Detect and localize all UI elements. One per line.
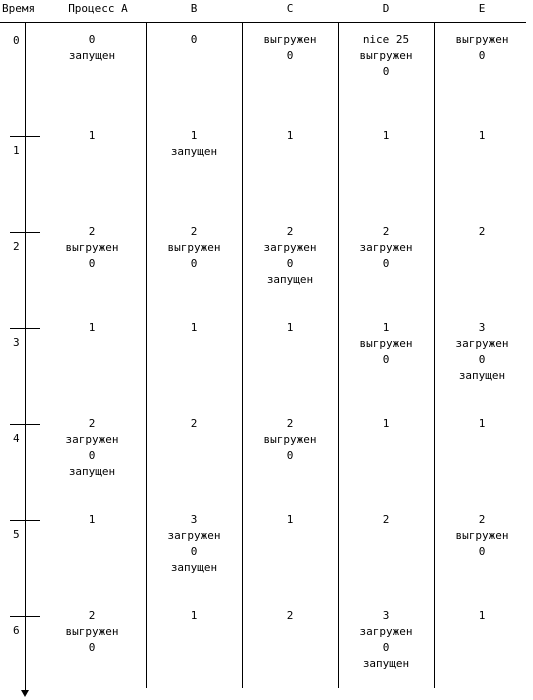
header-time: Время	[2, 2, 36, 15]
cell-line: 1	[478, 129, 486, 142]
cell-t0-e	[434, 32, 530, 64]
cell-line: 0	[190, 257, 198, 270]
cell-line: 0	[478, 353, 486, 366]
cell-line: загружен	[359, 625, 413, 638]
cell-line: 0	[190, 33, 198, 46]
time-label-5: 5	[13, 528, 20, 541]
cell-line: загружен	[167, 529, 221, 542]
cell-t5-a	[44, 512, 140, 528]
cell-line: 3	[190, 513, 198, 526]
cell-t3-d	[338, 320, 434, 368]
cell-line: 2	[88, 225, 96, 238]
cell-t2-c	[242, 224, 338, 288]
time-tick-4	[10, 424, 40, 425]
cell-t1-e	[434, 128, 530, 144]
header-process-c: C	[286, 2, 294, 15]
cell-line: загружен	[359, 241, 413, 254]
cell-line: 0	[88, 449, 96, 462]
cell-line: 0	[286, 449, 294, 462]
cell-line: запущен	[362, 657, 410, 670]
cell-line: 1	[478, 417, 486, 430]
cell-t6-e	[434, 608, 530, 624]
cell-line: 2	[190, 417, 198, 430]
time-axis-arrow-icon	[21, 690, 29, 697]
cell-line: 1	[382, 129, 390, 142]
cell-line: nice 25	[362, 33, 410, 46]
header-process-e: E	[478, 2, 486, 15]
cell-t6-a	[44, 608, 140, 656]
cell-line: 3	[382, 609, 390, 622]
cell-line: 0	[478, 49, 486, 62]
cell-t5-c	[242, 512, 338, 528]
cell-line: 2	[88, 609, 96, 622]
cell-line: выгружен	[455, 529, 509, 542]
time-label-0: 0	[13, 34, 20, 47]
cell-line: 2	[190, 225, 198, 238]
cell-line: выгружен	[65, 241, 119, 254]
cell-line: 0	[382, 641, 390, 654]
cell-line: загружен	[65, 433, 119, 446]
cell-t6-b	[146, 608, 242, 624]
cell-t5-d	[338, 512, 434, 528]
cell-line: 2	[382, 513, 390, 526]
cell-line: 0	[88, 257, 96, 270]
cell-t4-e	[434, 416, 530, 432]
cell-t3-a	[44, 320, 140, 336]
cell-line: запущен	[266, 273, 314, 286]
cell-line: 1	[382, 321, 390, 334]
cell-line: 2	[478, 225, 486, 238]
cell-line: выгружен	[455, 33, 509, 46]
cell-line: 2	[286, 225, 294, 238]
time-label-6: 6	[13, 624, 20, 637]
cell-t3-b	[146, 320, 242, 336]
cell-line: 1	[88, 129, 96, 142]
cell-line: 1	[286, 321, 294, 334]
cell-line: 1	[88, 513, 96, 526]
cell-t0-d	[338, 32, 434, 80]
cell-line: 0	[88, 641, 96, 654]
time-axis	[25, 22, 26, 694]
cell-t1-a	[44, 128, 140, 144]
time-label-2: 2	[13, 240, 20, 253]
cell-line: 0	[382, 65, 390, 78]
cell-line: запущен	[68, 49, 116, 62]
cell-line: запущен	[170, 145, 218, 158]
cell-line: 1	[382, 417, 390, 430]
cell-t6-c	[242, 608, 338, 624]
cell-line: 2	[478, 513, 486, 526]
time-tick-6	[10, 616, 40, 617]
cell-t4-c	[242, 416, 338, 464]
cell-line: выгружен	[65, 625, 119, 638]
cell-t4-b	[146, 416, 242, 432]
header-process-b: B	[190, 2, 198, 15]
time-tick-1	[10, 136, 40, 137]
cell-t0-a	[44, 32, 140, 64]
header-divider	[0, 22, 526, 23]
cell-line: 0	[382, 353, 390, 366]
cell-t1-b	[146, 128, 242, 160]
cell-t1-d	[338, 128, 434, 144]
time-label-1: 1	[13, 144, 20, 157]
time-tick-5	[10, 520, 40, 521]
column-divider-ab	[146, 22, 147, 688]
cell-t2-e	[434, 224, 530, 240]
cell-line: 2	[88, 417, 96, 430]
cell-line: 1	[286, 129, 294, 142]
cell-line: выгружен	[359, 49, 413, 62]
cell-line: загружен	[455, 337, 509, 350]
cell-line: запущен	[458, 369, 506, 382]
cell-line: выгружен	[167, 241, 221, 254]
column-divider-bc	[242, 22, 243, 688]
cell-line: выгружен	[263, 433, 317, 446]
cell-t1-c	[242, 128, 338, 144]
cell-t0-c	[242, 32, 338, 64]
cell-line: 1	[190, 129, 198, 142]
cell-t0-b	[146, 32, 242, 48]
cell-line: выгружен	[359, 337, 413, 350]
header-process-a: Процесс A	[68, 2, 128, 15]
cell-t2-d	[338, 224, 434, 272]
cell-line: запущен	[68, 465, 116, 478]
cell-t4-d	[338, 416, 434, 432]
cell-line: 0	[190, 545, 198, 558]
cell-t5-b	[146, 512, 242, 576]
cell-line: 1	[478, 609, 486, 622]
time-tick-3	[10, 328, 40, 329]
cell-t2-a	[44, 224, 140, 272]
cell-line: 1	[286, 513, 294, 526]
header-process-d: D	[382, 2, 390, 15]
cell-line: выгружен	[263, 33, 317, 46]
cell-line: 2	[286, 609, 294, 622]
cell-line: 2	[286, 417, 294, 430]
cell-t2-b	[146, 224, 242, 272]
cell-line: 2	[382, 225, 390, 238]
cell-line: 0	[382, 257, 390, 270]
cell-line: 0	[286, 49, 294, 62]
cell-t3-c	[242, 320, 338, 336]
cell-line: 0	[88, 33, 96, 46]
time-label-3: 3	[13, 336, 20, 349]
cell-t5-e	[434, 512, 530, 560]
cell-t4-a	[44, 416, 140, 480]
cell-line: 3	[478, 321, 486, 334]
time-label-4: 4	[13, 432, 20, 445]
cell-line: 1	[190, 321, 198, 334]
cell-line: 0	[286, 257, 294, 270]
cell-line: загружен	[263, 241, 317, 254]
cell-line: запущен	[170, 561, 218, 574]
cell-line: 1	[88, 321, 96, 334]
time-tick-2	[10, 232, 40, 233]
cell-t3-e	[434, 320, 530, 384]
cell-line: 1	[190, 609, 198, 622]
cell-line: 0	[478, 545, 486, 558]
cell-t6-d	[338, 608, 434, 672]
